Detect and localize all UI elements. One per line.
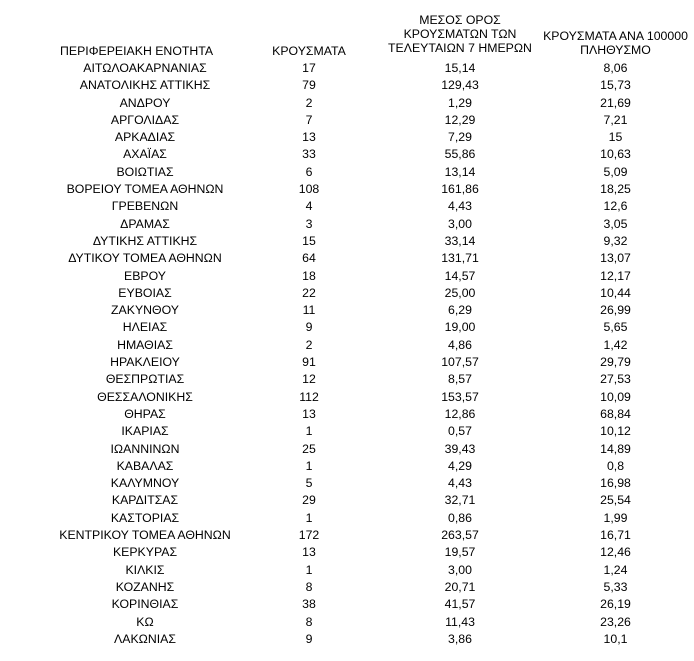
cell-cases: 64	[302, 251, 316, 266]
cell-cases: 15	[302, 233, 316, 248]
cell-seven-day-average: 4,43	[448, 476, 472, 491]
cell-seven-day-average: 4,43	[448, 199, 472, 214]
cell-cases: 22	[302, 285, 316, 300]
table-row	[0, 441, 694, 458]
cell-seven-day-average: 32,71	[444, 493, 476, 508]
cell-cases-per-100000: 26,99	[600, 303, 631, 318]
table-row	[0, 319, 694, 336]
table-row	[0, 614, 694, 631]
cell-cases-per-100000: 68,84	[600, 406, 631, 421]
cell-cases: 1	[305, 458, 313, 473]
table-row	[0, 250, 694, 267]
cell-cases: 11	[302, 303, 316, 318]
cell-seven-day-average: 39,43	[444, 441, 476, 456]
cell-region: ΔΥΤΙΚΟΥ ΤΟΜΕΑ ΑΘΗΝΩΝ	[68, 251, 222, 266]
cell-region: ΓΡΕΒΕΝΩΝ	[111, 199, 179, 214]
cell-cases-per-100000: 15	[608, 130, 623, 145]
cell-cases: 2	[305, 95, 313, 110]
cell-cases-per-100000: 1,42	[603, 337, 628, 352]
cell-cases-per-100000: 5,65	[603, 320, 628, 335]
cell-cases: 38	[302, 597, 316, 612]
cell-cases: 13	[302, 406, 316, 421]
cell-cases-per-100000: 13,07	[600, 251, 631, 266]
cell-seven-day-average: 55,86	[444, 147, 476, 162]
table-row	[0, 233, 694, 250]
cell-seven-day-average: 3,00	[448, 562, 472, 577]
cell-region: ΗΡΑΚΛΕΙΟΥ	[110, 355, 180, 370]
cell-region: ΒΟΡΕΙΟΥ ΤΟΜΕΑ ΑΘΗΝΩΝ	[66, 182, 224, 197]
cell-cases-per-100000: 16,98	[600, 476, 631, 491]
cell-seven-day-average: 25,00	[444, 285, 476, 300]
table-row	[0, 181, 694, 198]
table-row	[0, 268, 694, 285]
cell-cases: 18	[302, 268, 316, 283]
cell-seven-day-average: 19,57	[444, 545, 476, 560]
cell-region: ΒΟΙΩΤΙΑΣ	[116, 164, 174, 179]
table-row	[0, 285, 694, 302]
cell-cases-per-100000: 1,99	[603, 510, 628, 525]
cell-cases: 25	[302, 441, 316, 456]
cell-cases: 6	[305, 164, 313, 179]
cell-region: ΚΕΝΤΡΙΚΟΥ ΤΟΜΕΑ ΑΘΗΝΩΝ	[59, 528, 231, 543]
cell-seven-day-average: 0,86	[448, 510, 472, 525]
table-row	[0, 371, 694, 388]
cell-seven-day-average: 11,43	[445, 614, 475, 629]
cell-region: ΚΑΛΥΜΝΟΥ	[110, 476, 180, 491]
cell-region: ΘΗΡΑΣ	[124, 406, 166, 421]
cell-cases: 9	[305, 631, 313, 646]
cell-seven-day-average: 33,14	[444, 233, 476, 248]
cell-region: ΑΡΓΟΛΙΔΑΣ	[110, 112, 180, 127]
cell-region: ΚΩ	[136, 614, 154, 629]
table-row	[0, 562, 694, 579]
cell-region: ΔΥΤΙΚΗΣ ΑΤΤΙΚΗΣ	[92, 233, 198, 248]
header-cases-per-100000	[537, 29, 694, 57]
cell-region: ΑΡΚΑΔΙΑΣ	[114, 130, 176, 145]
cell-cases-per-100000: 0,8	[606, 458, 625, 473]
cell-cases-per-100000: 23,26	[600, 614, 631, 629]
header-region: ΠΕΡΙΦΕΡΕΙΑΚΗ ΕΝΟΤΗΤΑ	[60, 44, 214, 58]
cell-cases: 12	[302, 372, 316, 387]
cell-cases: 13	[302, 130, 316, 145]
cell-cases: 9	[305, 320, 313, 335]
table-row	[0, 475, 694, 492]
table-row	[0, 510, 694, 527]
header-cases: ΚΡΟΥΣΜΑΤΑ	[272, 44, 346, 58]
cell-cases-per-100000: 18,25	[600, 182, 631, 197]
cell-seven-day-average: 1,29	[448, 95, 472, 110]
cell-cases: 7	[305, 112, 313, 127]
cell-cases: 4	[305, 199, 313, 214]
header-seven-day-average	[385, 13, 535, 55]
table-row	[0, 95, 694, 112]
cell-seven-day-average: 6,29	[448, 303, 472, 318]
cell-cases: 3	[305, 216, 313, 231]
cell-region: ΙΩΑΝΝΙΝΩΝ	[110, 441, 180, 456]
cell-cases: 8	[305, 579, 313, 594]
cell-cases: 112	[299, 389, 319, 404]
cell-seven-day-average: 3,00	[448, 216, 472, 231]
cell-seven-day-average: 4,29	[448, 458, 472, 473]
header-rate-line-1: ΚΡΟΥΣΜΑΤΑ ΑΝΑ 100000	[543, 29, 688, 43]
cell-cases: 17	[302, 61, 316, 75]
cell-cases: 91	[302, 355, 316, 370]
cell-seven-day-average: 0,57	[448, 424, 472, 439]
header-avg-line-3: ΤΕΛΕΥΤΑΙΩΝ 7 ΗΜΕΡΩΝ	[388, 41, 532, 55]
cell-cases-per-100000: 10,44	[600, 285, 631, 300]
table-row	[0, 77, 694, 94]
cell-cases-per-100000: 8,06	[603, 61, 628, 75]
cell-cases-per-100000: 5,09	[603, 164, 628, 179]
table-row	[0, 302, 694, 319]
cell-region: ΚΟΡΙΝΘΙΑΣ	[111, 597, 179, 612]
cell-seven-day-average: 41,57	[444, 597, 476, 612]
cell-seven-day-average: 13,14	[444, 164, 476, 179]
cell-cases-per-100000: 14,89	[600, 441, 631, 456]
header-avg-line-2: ΚΡΟΥΣΜΑΤΩΝ ΤΩΝ	[403, 27, 517, 41]
cell-seven-day-average: 12,86	[444, 406, 476, 421]
cell-cases: 13	[302, 545, 316, 560]
cell-cases: 33	[302, 147, 316, 162]
cell-region: ΚΑΒΑΛΑΣ	[116, 458, 174, 473]
cell-cases-per-100000: 29,79	[600, 355, 631, 370]
cell-region: ΚΟΖΑΝΗΣ	[115, 579, 175, 594]
cell-region: ΔΡΑΜΑΣ	[120, 216, 170, 231]
cell-cases: 2	[305, 337, 313, 352]
cell-seven-day-average: 20,71	[444, 579, 476, 594]
cell-cases: 8	[305, 614, 313, 629]
table-row	[0, 631, 694, 648]
cell-cases-per-100000: 5,33	[603, 579, 628, 594]
table-row	[0, 198, 694, 215]
cell-cases-per-100000: 9,32	[603, 233, 628, 248]
cell-region: ΗΛΕΙΑΣ	[122, 320, 168, 335]
cell-cases-per-100000: 3,05	[603, 216, 628, 231]
cell-cases-per-100000: 10,63	[600, 147, 631, 162]
table-row	[0, 216, 694, 233]
cell-seven-day-average: 7,29	[448, 130, 472, 145]
cell-cases-per-100000: 25,54	[600, 493, 631, 508]
cell-cases-per-100000: 10,12	[600, 424, 631, 439]
table-row	[0, 492, 694, 509]
table-row	[0, 406, 694, 423]
cell-cases-per-100000: 27,53	[600, 372, 631, 387]
cell-cases: 5	[305, 476, 313, 491]
table-row	[0, 337, 694, 354]
cell-cases-per-100000: 26,19	[600, 597, 631, 612]
cell-region: ΖΑΚΥΝΘΟΥ	[111, 303, 179, 318]
cell-cases-per-100000: 12,46	[600, 545, 631, 560]
table-row	[0, 354, 694, 371]
cell-seven-day-average: 161,86	[441, 182, 479, 197]
table-row	[0, 458, 694, 475]
cell-seven-day-average: 8,57	[448, 372, 472, 387]
cell-cases: 1	[305, 424, 313, 439]
table-row	[0, 596, 694, 613]
header-avg-line-1: ΜΕΣΟΣ ΟΡΟΣ	[419, 13, 501, 27]
table-row	[0, 527, 694, 544]
table-row	[0, 164, 694, 181]
table-header	[0, 0, 694, 60]
cell-cases: 29	[302, 493, 316, 508]
cell-region: ΚΕΡΚΥΡΑΣ	[112, 545, 178, 560]
cell-region: ΑΝΑΤΟΛΙΚΗΣ ΑΤΤΙΚΗΣ	[79, 78, 211, 93]
header-rate-line-2: ΠΛΗΘΥΣΜΟ	[580, 43, 651, 57]
cell-seven-day-average: 15,14	[444, 61, 476, 75]
table-body	[0, 60, 694, 648]
table-row	[0, 112, 694, 129]
cell-seven-day-average: 3,86	[448, 631, 472, 646]
cell-cases: 79	[302, 78, 316, 93]
cell-cases-per-100000: 7,21	[603, 112, 628, 127]
cell-cases-per-100000: 15,73	[600, 78, 631, 93]
cell-region: ΘΕΣΣΑΛΟΝΙΚΗΣ	[97, 389, 193, 404]
cell-region: ΑΧΑΪΑΣ	[123, 147, 167, 162]
cell-seven-day-average: 14,57	[444, 268, 476, 283]
cell-region: ΗΜΑΘΙΑΣ	[117, 337, 173, 352]
cell-cases-per-100000: 10,09	[600, 389, 631, 404]
cell-region: ΙΚΑΡΙΑΣ	[121, 424, 169, 439]
cell-region: ΕΒΡΟΥ	[124, 268, 166, 283]
cell-region: ΕΥΒΟΙΑΣ	[118, 285, 172, 300]
cell-seven-day-average: 131,71	[441, 251, 479, 266]
cell-cases: 1	[305, 510, 313, 525]
table-row	[0, 579, 694, 596]
cell-cases-per-100000: 10,1	[603, 631, 628, 646]
cell-cases: 172	[298, 528, 320, 543]
cell-region: ΚΙΛΚΙΣ	[125, 562, 165, 577]
cell-seven-day-average: 153,57	[441, 389, 479, 404]
cell-seven-day-average: 4,86	[448, 337, 472, 352]
table-row	[0, 423, 694, 440]
table-row	[0, 146, 694, 163]
cell-seven-day-average: 19,00	[444, 320, 476, 335]
cell-cases-per-100000: 16,71	[600, 528, 631, 543]
table-row	[0, 60, 694, 77]
cell-cases-per-100000: 21,69	[600, 95, 631, 110]
cell-cases-per-100000: 12,17	[600, 268, 631, 283]
cell-seven-day-average: 263,57	[441, 528, 479, 543]
cell-region: ΘΕΣΠΡΩΤΙΑΣ	[105, 372, 185, 387]
cell-seven-day-average: 12,29	[444, 112, 476, 127]
table-row	[0, 544, 694, 561]
cell-cases-per-100000: 1,24	[603, 562, 628, 577]
cell-cases: 1	[305, 562, 313, 577]
cell-region: ΚΑΣΤΟΡΙΑΣ	[110, 510, 180, 525]
table-row	[0, 129, 694, 146]
table-row	[0, 389, 694, 406]
cell-cases-per-100000: 12,6	[603, 199, 628, 214]
cell-region: ΚΑΡΔΙΤΣΑΣ	[111, 493, 179, 508]
cell-region: ΑΝΔΡΟΥ	[119, 95, 171, 110]
cell-region: ΑΙΤΩΛΟΑΚΑΡΝΑΝΙΑΣ	[83, 61, 207, 75]
cell-seven-day-average: 129,43	[441, 78, 479, 93]
cell-cases: 108	[298, 182, 320, 197]
cell-seven-day-average: 107,57	[441, 355, 479, 370]
cell-region: ΛΑΚΩΝΙΑΣ	[114, 631, 176, 646]
